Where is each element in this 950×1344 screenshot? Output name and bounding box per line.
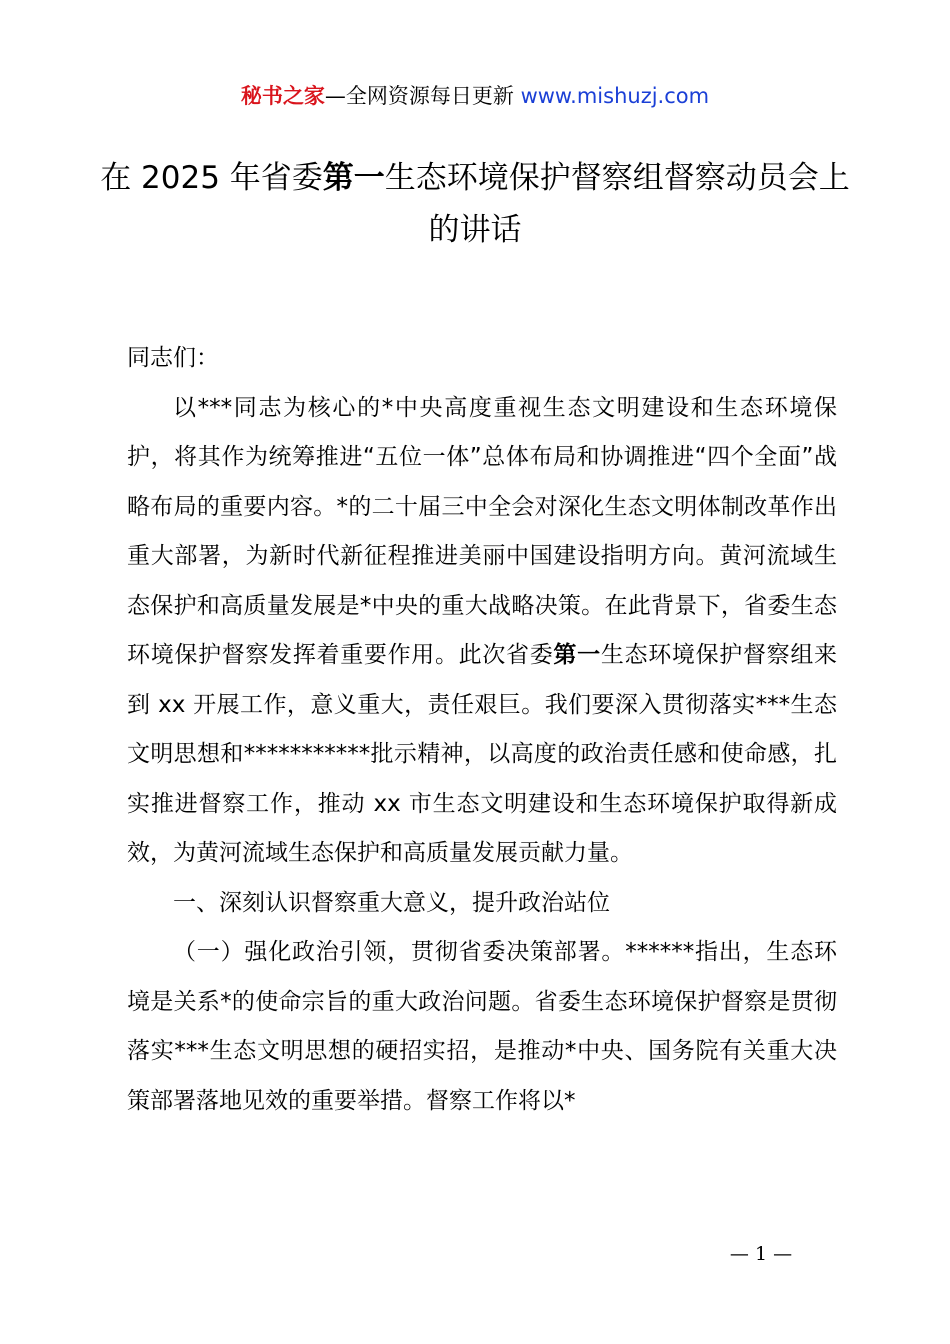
- title-part-2: 生态环境保护督察组督察动员会上的讲话: [384, 160, 850, 248]
- paragraph-1-text-b: 生态环境保护督察组来到 xx 开展工作，意义重大，责任艰巨。我们要深入贯彻落实***生态文明思想和***********批示精神，以高度的政治责任感和使命感，扎实推进督察工作，推动 xx 市生态文明建设和生态环境保护取得新成效，为黄河流域生态保护和高质量发展贡献力量。: [127, 642, 838, 866]
- paragraph-1-text-a: 以***同志为核心的*中央高度重视生态文明建设和生态环境保护，将其作为统筹推进“五位一体”总体布局和协调推进“四个全面”战略布局的重要内容。*的二十届三中全会对深化生态文明体制改革作出重大部署，为新时代新征程推进美丽中国建设指明方向。黄河流域生态保护和高质量发展是*中央的重大战略决策。在此背景下，省委生态环境保护督察发挥着重要作用。此次省委: [127, 394, 837, 668]
- site-url-link[interactable]: www.mishuzj.com: [520, 84, 710, 108]
- paragraph-1: [127, 384, 837, 879]
- site-brand[interactable]: 秘书之家: [240, 84, 325, 108]
- paragraph-1-bold: 第一: [553, 642, 601, 668]
- site-header: [0, 80, 950, 112]
- site-tagline: —全网资源每日更新: [324, 84, 514, 108]
- title-bold-part: 第一: [322, 160, 385, 196]
- section-heading-1: 一、深刻认识督察重大意义，提升政治站位: [173, 889, 610, 916]
- paragraph-2: （一）强化政治引领，贯彻省委决策部署。******指出，生态环境是关系*的使命宗旨的重大政治问题。省委生态环境保护督察是贯彻落实***生态文明思想的硬招实招，是推动*中央、国务院有关重大决策部署落地见效的重要举措。督察工作将以*: [127, 939, 837, 1114]
- salutation: 同志们：: [127, 345, 219, 371]
- page-number: — 1 —: [729, 1243, 793, 1265]
- title-part-1: 在 2025 年省委: [100, 160, 323, 196]
- document-body: [127, 334, 837, 1126]
- document-title: [100, 152, 850, 256]
